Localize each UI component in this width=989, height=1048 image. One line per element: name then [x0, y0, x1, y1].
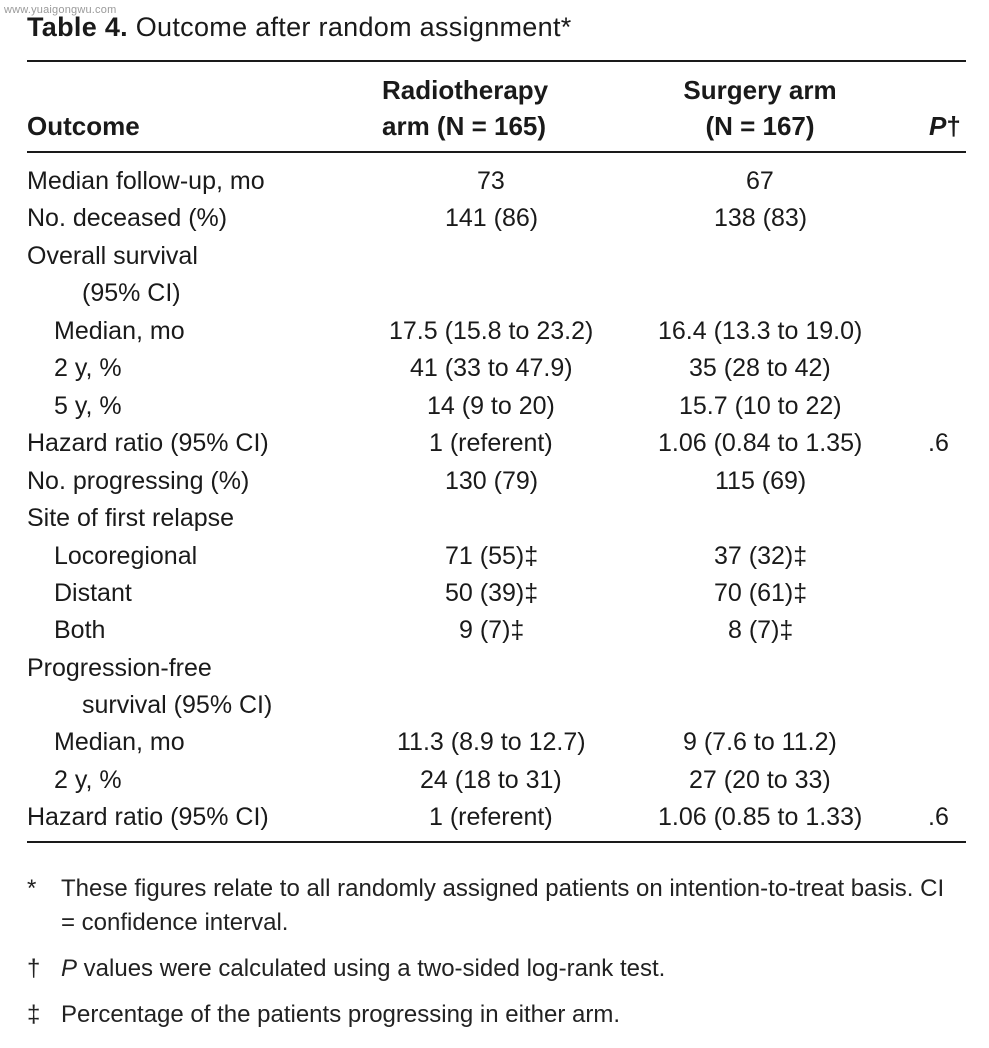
row-label: Distant	[54, 579, 132, 607]
table-row	[0, 463, 989, 500]
footnote-text: These figures relate to all randomly assigned patients on intention-to-treat basis. CI = confidence interval.	[61, 875, 945, 936]
radiotherapy-value: 141 (86)	[445, 204, 539, 232]
table-row	[0, 275, 989, 312]
surgery-value: 16.4 (13.3 to 19.0)	[658, 317, 863, 345]
surgery-value: 1.06 (0.84 to 1.35)	[658, 429, 863, 457]
table-row	[0, 799, 989, 836]
radiotherapy-value: 11.3 (8.9 to 12.7)	[397, 728, 586, 756]
surgery-value: 70 (61)‡	[714, 579, 808, 607]
footnote-symbol: *	[27, 875, 37, 902]
row-label: No. deceased (%)	[27, 204, 228, 232]
table-row	[0, 687, 989, 724]
header-p-mark: †	[946, 111, 961, 141]
row-label: Both	[54, 616, 106, 644]
table-row	[0, 163, 989, 200]
footnotes	[27, 872, 957, 1044]
header-p-value	[929, 108, 961, 144]
row-label: survival (95% CI)	[82, 691, 273, 719]
header-surgery-line1: Surgery arm	[683, 75, 837, 105]
header-rule	[27, 151, 966, 153]
row-label: 5 y, %	[54, 392, 122, 420]
surgery-value: 115 (69)	[715, 467, 807, 495]
table-row	[0, 724, 989, 761]
p-value: .6	[928, 803, 949, 831]
row-label: Median, mo	[54, 317, 185, 345]
table-row	[0, 350, 989, 387]
surgery-value: 35 (28 to 42)	[689, 354, 831, 382]
surgery-value: 9 (7.6 to 11.2)	[683, 728, 837, 756]
header-p-label: P	[929, 111, 947, 141]
row-label: No. progressing (%)	[27, 467, 250, 495]
surgery-value: 8 (7)‡	[728, 616, 794, 644]
surgery-value: 1.06 (0.85 to 1.33)	[658, 803, 863, 831]
p-value: .6	[928, 429, 949, 457]
table-row	[0, 650, 989, 687]
table-row	[0, 762, 989, 799]
table-number: Table 4.	[27, 12, 128, 42]
table-row	[0, 388, 989, 425]
radiotherapy-value: 71 (55)‡	[445, 542, 539, 570]
header-outcome: Outcome	[27, 111, 140, 141]
row-label: Median follow-up, mo	[27, 167, 265, 195]
footnote-text: values were calculated using a two-sided log-rank test.	[77, 955, 666, 982]
surgery-value: 27 (20 to 33)	[689, 766, 831, 794]
table-title	[27, 12, 572, 43]
header-radiotherapy-line2: arm (N = 165)	[382, 111, 547, 141]
header-surgery	[671, 72, 849, 144]
row-label: Site of first relapse	[27, 504, 235, 532]
footnote-symbol: †	[27, 955, 41, 982]
radiotherapy-value: 17.5 (15.8 to 23.2)	[389, 317, 594, 345]
row-label: Median, mo	[54, 728, 185, 756]
footnote-asterisk	[27, 872, 957, 940]
surgery-value: 15.7 (10 to 22)	[679, 392, 842, 420]
row-label: (95% CI)	[82, 279, 181, 307]
table-row	[0, 238, 989, 275]
radiotherapy-value: 130 (79)	[445, 467, 539, 495]
footnote-double-dagger	[27, 998, 957, 1032]
row-label: Hazard ratio (95% CI)	[27, 803, 269, 831]
radiotherapy-value: 1 (referent)	[429, 803, 553, 831]
footnote-text: Percentage of the patients progressing in either arm.	[61, 1001, 620, 1028]
row-label: Hazard ratio (95% CI)	[27, 429, 269, 457]
radiotherapy-value: 41 (33 to 47.9)	[410, 354, 573, 382]
radiotherapy-value: 24 (18 to 31)	[420, 766, 562, 794]
row-label: Locoregional	[54, 542, 198, 570]
table-row	[0, 313, 989, 350]
radiotherapy-value: 9 (7)‡	[459, 616, 525, 644]
footnote-dagger	[27, 952, 957, 986]
row-label: Progression-free	[27, 654, 212, 682]
footnote-symbol: ‡	[27, 1001, 41, 1028]
table-row	[0, 612, 989, 649]
row-label: Overall survival	[27, 242, 198, 270]
surgery-value: 138 (83)	[714, 204, 808, 232]
surgery-value: 67	[746, 167, 774, 195]
header-radiotherapy-line1: Radiotherapy	[382, 75, 549, 105]
table-row	[0, 575, 989, 612]
table-row	[0, 500, 989, 537]
radiotherapy-value: 14 (9 to 20)	[427, 392, 555, 420]
table-caption: Outcome after random assignment*	[135, 12, 572, 42]
radiotherapy-value: 50 (39)‡	[445, 579, 539, 607]
bottom-rule	[27, 841, 966, 843]
watermark: www.yuaigongwu.com	[4, 4, 117, 16]
table-row	[0, 200, 989, 237]
table-row	[0, 538, 989, 575]
table-row	[0, 425, 989, 462]
row-label: 2 y, %	[54, 766, 122, 794]
surgery-value: 37 (32)‡	[714, 542, 808, 570]
header-radiotherapy	[382, 72, 548, 144]
header-surgery-line2: (N = 167)	[705, 111, 815, 141]
footnote-italic: P	[61, 955, 78, 982]
row-label: 2 y, %	[54, 354, 122, 382]
radiotherapy-value: 1 (referent)	[429, 429, 553, 457]
top-rule	[27, 60, 966, 62]
radiotherapy-value: 73	[477, 167, 505, 195]
